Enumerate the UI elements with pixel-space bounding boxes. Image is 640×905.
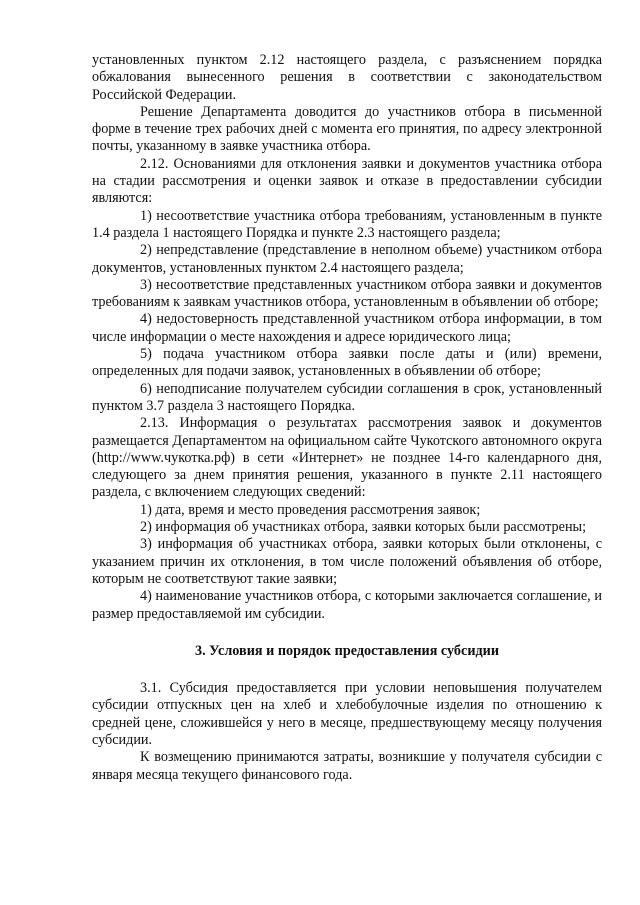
paragraph-2-13: 2.13. Информация о результатах рассмотрения заявок и документов размещается Департаментом на официальном сайте Чукотского автономного округа (http://www.чукотка.рф) в сети «Интернет» не позднее 14-го календарного дня, следующего за днем принятия решения, указанного в пункте 2.11 настоящего раздела, с включением следующих сведений:: [92, 415, 602, 501]
paragraph-continuation: установленных пунктом 2.12 настоящего раздела, с разъяснением порядка обжалования вынесенного решения в соответствии с законодательством Российской Федерации.: [92, 52, 602, 103]
list-item-2-12-6: 6) неподписание получателем субсидии соглашения в срок, установленный пунктом 3.7 раздела 3 настоящего Порядка.: [92, 380, 602, 414]
document-body: [92, 52, 602, 784]
paragraph-reimbursement: К возмещению принимаются затраты, возникшие у получателя субсидии с января месяца текущего финансового года.: [92, 749, 602, 783]
list-item-2-12-4: 4) недостоверность представленной участником отбора информации, в том числе информации о месте нахождения и адресе юридического лица;: [92, 311, 602, 345]
paragraph-decision-notice: Решение Департамента доводится до участников отбора в письменной форме в течение трех рабочих дней с момента его принятия, по адресу электронной почты, указанному в заявке участника отбора.: [92, 103, 602, 155]
list-item-2-13-2: 2) информация об участниках отбора, заявки которых были рассмотрены;: [140, 519, 587, 536]
list-item-2-12-3: 3) несоответствие представленных участником отбора заявки и документов требованиям к заявкам участников отбора, установленным в объявлении об отборе;: [92, 276, 602, 311]
list-item-2-12-5: 5) подача участником отбора заявки после даты и (или) времени, определенных для подачи заявок, установленных в объявлении об отборе;: [92, 346, 602, 380]
list-item-2-12-1: 1) несоответствие участника отбора требованиям, установленным в пункте 1.4 раздела 1 настоящего Порядка и пункте 2.3 настоящего раздела;: [92, 207, 602, 241]
list-item-2-12-2: 2) непредставление (представление в неполном объеме) участником отбора документов, установленных пунктом 2.4 настоящего раздела;: [92, 242, 602, 276]
list-item-2-13-1: 1) дата, время и место проведения рассмотрения заявок;: [140, 501, 481, 518]
section-heading: 3. Условия и порядок предоставления субсидии: [194, 642, 500, 659]
list-item-2-13-4: 4) наименование участников отбора, с которыми заключается соглашение, и размер предоставляемой им субсидии.: [92, 588, 602, 622]
paragraph-3-1: 3.1. Субсидия предоставляется при условии неповышения получателем субсидии отпускных цен на хлеб и хлебобулочные изделия по отношению к средней цене, сложившейся у него в месяце, предшествующему месяцу получения субсидии.: [92, 680, 602, 748]
list-item-2-13-3: 3) информация об участниках отбора, заявки которых были отклонены, с указанием причин их отклонения, в том числе положений объявления об отборе, которым не соответствуют такие заявки;: [92, 536, 602, 587]
paragraph-2-12: 2.12. Основаниями для отклонения заявки и документов участника отбора на стадии рассмотрения и оценки заявок и отказе в предоставлении субсидии являются:: [92, 155, 602, 207]
